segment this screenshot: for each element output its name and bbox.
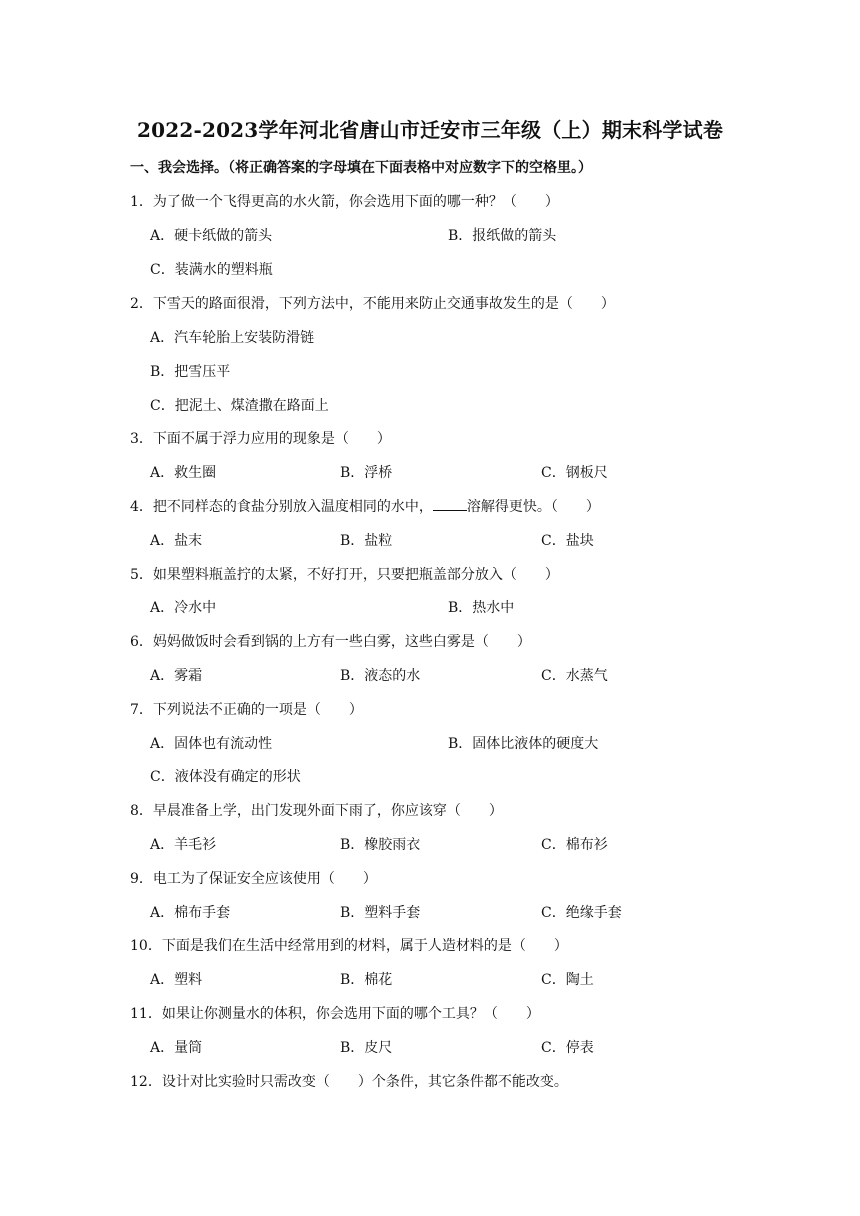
question-1 <box>0 191 860 215</box>
option-c: C．停表 <box>541 1040 594 1056</box>
question-stem: 5．如果塑料瓶盖拧的太紧，不好打开，只要把瓶盖部分放入（ ） <box>130 567 559 583</box>
option-row <box>0 395 860 419</box>
option-c: C．把泥土、煤渣撒在路面上 <box>150 398 329 414</box>
option-row <box>0 327 860 351</box>
option-row <box>0 902 860 926</box>
option-a: A．羊毛衫 <box>150 837 217 853</box>
question-8 <box>0 800 860 824</box>
option-c: C．装满水的塑料瓶 <box>150 262 273 278</box>
option-c: C．钢板尺 <box>541 465 608 481</box>
question-6 <box>0 631 860 655</box>
option-row <box>0 597 860 621</box>
option-row <box>0 834 860 858</box>
option-a: A．棉布手套 <box>150 905 231 921</box>
option-c: C．盐块 <box>541 533 594 549</box>
page-title: 2022-2023学年河北省唐山市迁安市三年级（上）期末科学试卷 <box>136 118 724 142</box>
option-b: B．塑料手套 <box>340 905 421 921</box>
question-9 <box>0 868 860 892</box>
question-stem: 8．早晨准备上学，出门发现外面下雨了，你应该穿（ ） <box>130 803 503 819</box>
option-c: C．水蒸气 <box>541 668 608 684</box>
question-stem: 7．下列说法不正确的一项是（ ） <box>130 702 363 718</box>
option-a: A．塑料 <box>150 972 203 988</box>
option-row <box>0 225 860 249</box>
option-c: C．液体没有确定的形状 <box>150 769 301 785</box>
question-4 <box>0 496 860 520</box>
option-row <box>0 361 860 385</box>
option-a: A．冷水中 <box>150 600 217 616</box>
question-5 <box>0 564 860 588</box>
option-row <box>0 1037 860 1061</box>
option-c: C．陶土 <box>541 972 594 988</box>
option-a: A．雾霜 <box>150 668 203 684</box>
option-c: C．绝缘手套 <box>541 905 622 921</box>
question-stem: 9．电工为了保证安全应该使用（ ） <box>130 871 377 887</box>
question-12 <box>0 1071 860 1095</box>
option-c: C．棉布衫 <box>541 837 608 853</box>
question-stem: 11．如果让你测量水的体积，你会选用下面的哪个工具？（ ） <box>130 1006 540 1022</box>
option-a: A．汽车轮胎上安装防滑链 <box>150 330 315 346</box>
option-row <box>0 530 860 554</box>
question-stem: 2．下雪天的路面很滑，下列方法中，不能用来防止交通事故发生的是（ ） <box>130 296 615 312</box>
question-stem-part1: 4．把不同样态的食盐分别放入温度相同的水中， <box>130 499 433 515</box>
option-a: A．量筒 <box>150 1040 203 1056</box>
question-stem-part2: 溶解得更快。（ ） <box>466 499 600 515</box>
question-10 <box>0 935 860 959</box>
section-heading: 一、我会选择。（将正确答案的字母填在下面表格中对应数字下的空格里。） <box>130 160 592 176</box>
fill-blank <box>433 496 467 511</box>
question-stem: 10．下面是我们在生活中经常用到的材料，属于人造材料的是（ ） <box>130 938 568 954</box>
question-3 <box>0 428 860 452</box>
question-stem: 3．下面不属于浮力应用的现象是（ ） <box>130 431 391 447</box>
option-b: B．棉花 <box>340 972 393 988</box>
option-b: B．把雪压平 <box>150 364 231 380</box>
option-row <box>0 733 860 757</box>
option-row <box>0 259 860 283</box>
option-b: B．橡胶雨衣 <box>340 837 421 853</box>
option-b: B．报纸做的箭头 <box>448 228 557 244</box>
question-stem: 1．为了做一个飞得更高的水火箭，你会选用下面的哪一种？（ ） <box>130 194 559 210</box>
question-7 <box>0 699 860 723</box>
option-row <box>0 665 860 689</box>
question-11 <box>0 1003 860 1027</box>
option-b: B．热水中 <box>448 600 515 616</box>
option-b: B．浮桥 <box>340 465 393 481</box>
option-row <box>0 462 860 486</box>
option-b: B．液态的水 <box>340 668 421 684</box>
option-row <box>0 969 860 993</box>
option-a: A．盐末 <box>150 533 203 549</box>
question-stem: 6．妈妈做饭时会看到锅的上方有一些白雾，这些白雾是（ ） <box>130 634 531 650</box>
option-a: A．硬卡纸做的箭头 <box>150 228 273 244</box>
option-b: B．皮尺 <box>340 1040 393 1056</box>
option-row <box>0 766 860 790</box>
question-stem <box>130 496 600 516</box>
option-b: B．固体比液体的硬度大 <box>448 736 599 752</box>
question-2 <box>0 293 860 317</box>
option-a: A．救生圈 <box>150 465 217 481</box>
option-b: B．盐粒 <box>340 533 393 549</box>
question-stem: 12．设计对比实验时只需改变（ ）个条件，其它条件都不能改变。 <box>130 1074 568 1090</box>
option-a: A．固体也有流动性 <box>150 736 273 752</box>
